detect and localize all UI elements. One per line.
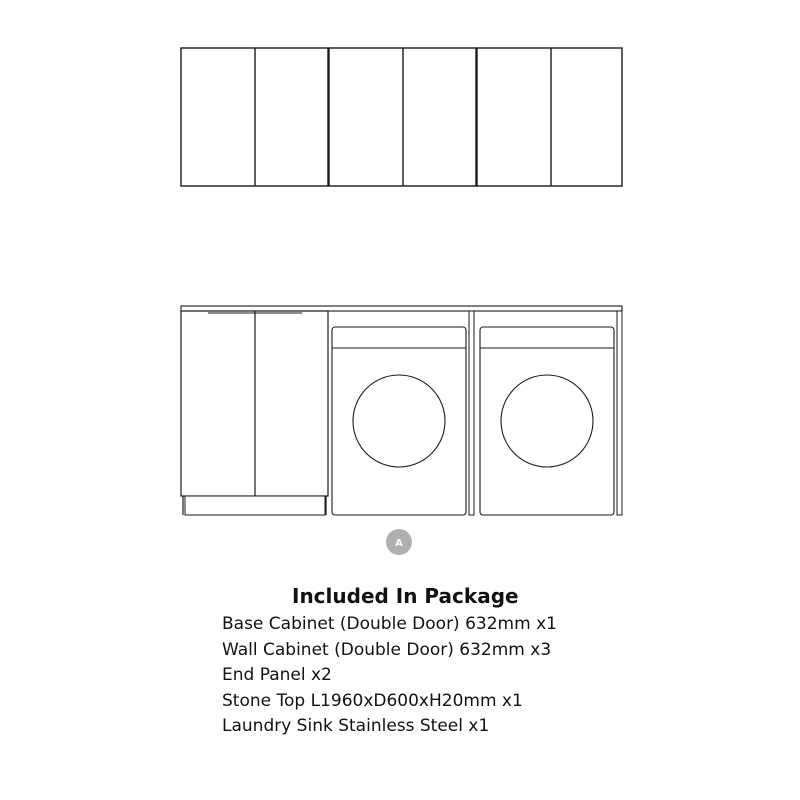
package-item: Base Cabinet (Double Door) 632mm x1 [222, 614, 557, 634]
appliance-door [353, 375, 445, 467]
package-title: Included In Package [292, 584, 519, 608]
package-item: Wall Cabinet (Double Door) 632mm x3 [222, 639, 552, 660]
package-item: Stone Top L1960xD600xH20mm x1 [222, 690, 523, 711]
middle-panel [469, 311, 474, 515]
wall-cabinet-2 [329, 48, 476, 186]
marker-label: A [395, 538, 403, 549]
wall-cabinets [181, 48, 622, 186]
base-kickboard [185, 496, 325, 515]
appliance-door [501, 375, 593, 467]
marker-a [386, 529, 412, 555]
package-item: End Panel x2 [222, 665, 332, 685]
package-item: Laundry Sink Stainless Steel x1 [222, 716, 490, 736]
end-panel-right [617, 311, 622, 515]
appliance-2 [480, 327, 614, 515]
wall-cabinet-3 [477, 48, 622, 186]
stone-top [181, 306, 622, 311]
appliance-1 [332, 327, 466, 515]
base-cabinet [181, 311, 328, 515]
package-item-list [222, 612, 782, 740]
package-contents [222, 582, 782, 740]
wall-cabinet-1 [181, 48, 328, 186]
